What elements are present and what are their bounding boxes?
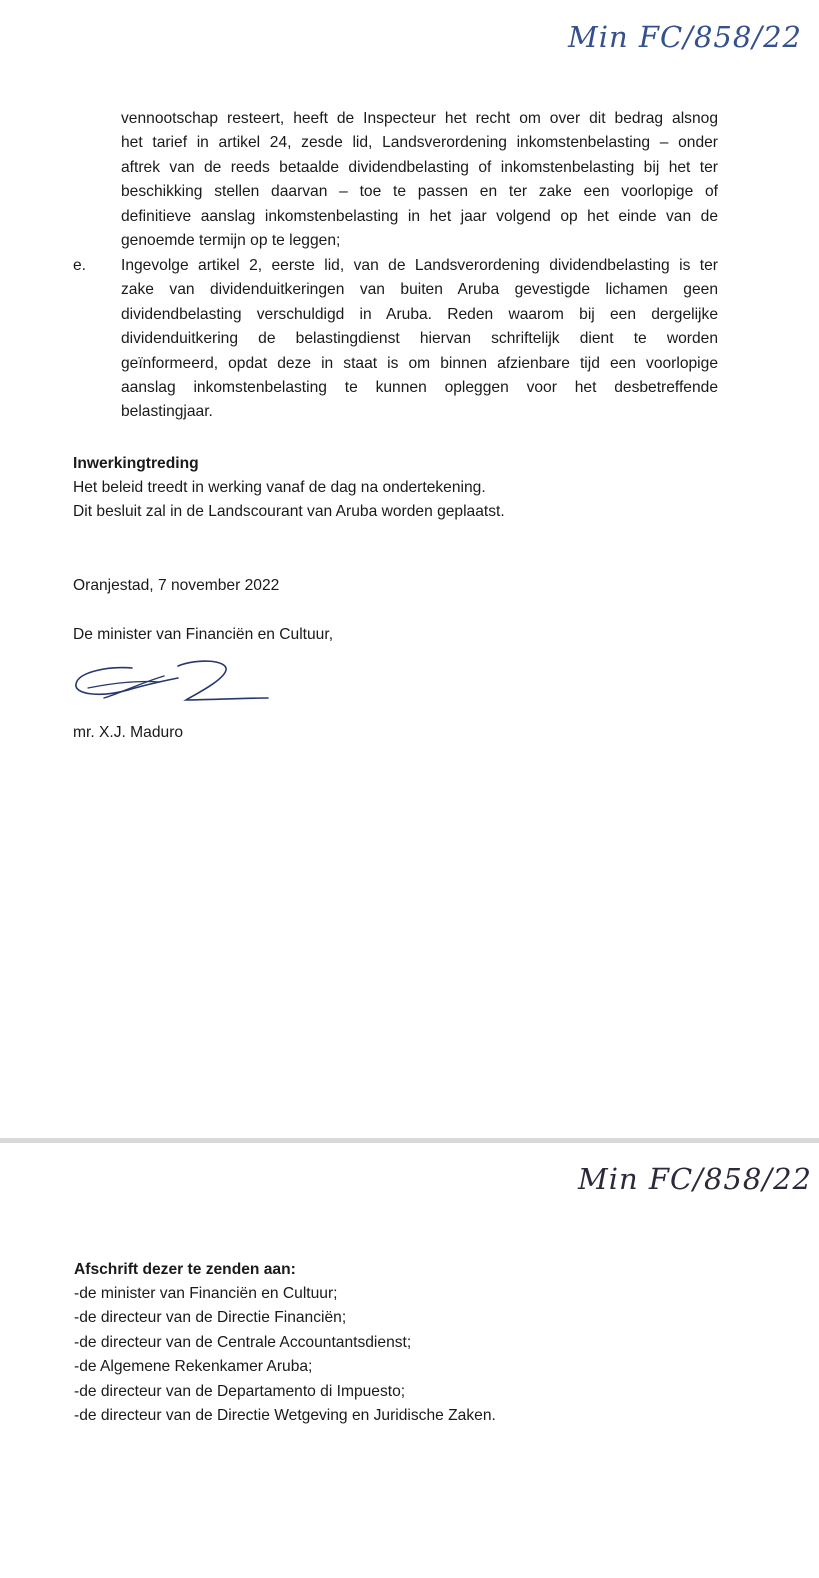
- text-line: Ingevolge artikel 2, eerste lid, van de Landsverordening dividendbelasting is ter: [121, 257, 718, 274]
- place-and-date: Oranjestad, 7 november 2022: [73, 577, 280, 594]
- text-line: aanslag inkomstenbelasting te kunnen opleggen voor het desbetreffende: [121, 379, 718, 397]
- text-line: dividendbelasting verschuldigd in Aruba. Reden waarom bij een dergelijke: [121, 305, 718, 323]
- list-item: -de directeur van de Directie Financiën;: [74, 1309, 347, 1327]
- paragraph-d-continuation: [121, 107, 718, 253]
- effective-statement: Het beleid treedt in werking vanaf de dag na ondertekening.: [73, 479, 486, 496]
- text-line: definitieve aanslag inkomstenbelasting in het jaar volgend op het einde van de: [121, 207, 718, 225]
- paragraph-e: [121, 254, 718, 425]
- text-line: vennootschap resteert, heeft de Inspecteur het recht om over dit bedrag alsnog: [121, 110, 718, 127]
- distribution-list: [74, 1282, 496, 1428]
- handwritten-signature: [68, 654, 278, 712]
- minister-title: De minister van Financiën en Cultuur,: [73, 626, 334, 643]
- text-line: zake van dividenduitkeringen van buiten Aruba gevestigde lichamen geen: [121, 281, 718, 299]
- handwritten-reference: Min FC/858/22: [578, 1162, 812, 1196]
- text-line: het tarief in artikel 24, zesde lid, Landsverordening inkomstenbelasting – onder: [121, 134, 718, 152]
- text-line: genoemde termijn op te leggen;: [121, 232, 341, 250]
- text-line: geïnformeerd, opdat deze in staat is om binnen afzienbare tijd een voorlopige: [121, 354, 718, 372]
- text-line: aftrek van de reeds betaalde dividendbelasting of inkomstenbelasting bij het ter: [121, 158, 718, 176]
- list-item: -de minister van Financiën en Cultuur;: [74, 1285, 338, 1302]
- signer-name: mr. X.J. Maduro: [73, 724, 184, 741]
- list-item: -de directeur van de Centrale Accountantsdienst;: [74, 1333, 412, 1351]
- text-line: beschikking stellen daarvan – toe te passen en ter zake een voorlopige of: [121, 183, 718, 201]
- list-item: -de Algemene Rekenkamer Aruba;: [74, 1358, 313, 1376]
- handwritten-reference: Min FC/858/22: [568, 20, 802, 54]
- list-item: -de directeur van de Directie Wetgeving en Juridische Zaken.: [74, 1407, 496, 1425]
- distribution-title: Afschrift dezer te zenden aan:: [74, 1261, 296, 1278]
- list-item: -de directeur van de Departamento di Impuesto;: [74, 1382, 406, 1400]
- text-line: belastingjaar.: [121, 403, 213, 421]
- publication-statement: Dit besluit zal in de Landscourant van Aruba worden geplaatst.: [73, 503, 505, 520]
- section-heading: Inwerkingtreding: [73, 455, 199, 472]
- list-marker-e: e.: [73, 257, 87, 274]
- text-line: dividenduitkering de belastingdienst hiervan schriftelijk dient te worden: [121, 330, 718, 348]
